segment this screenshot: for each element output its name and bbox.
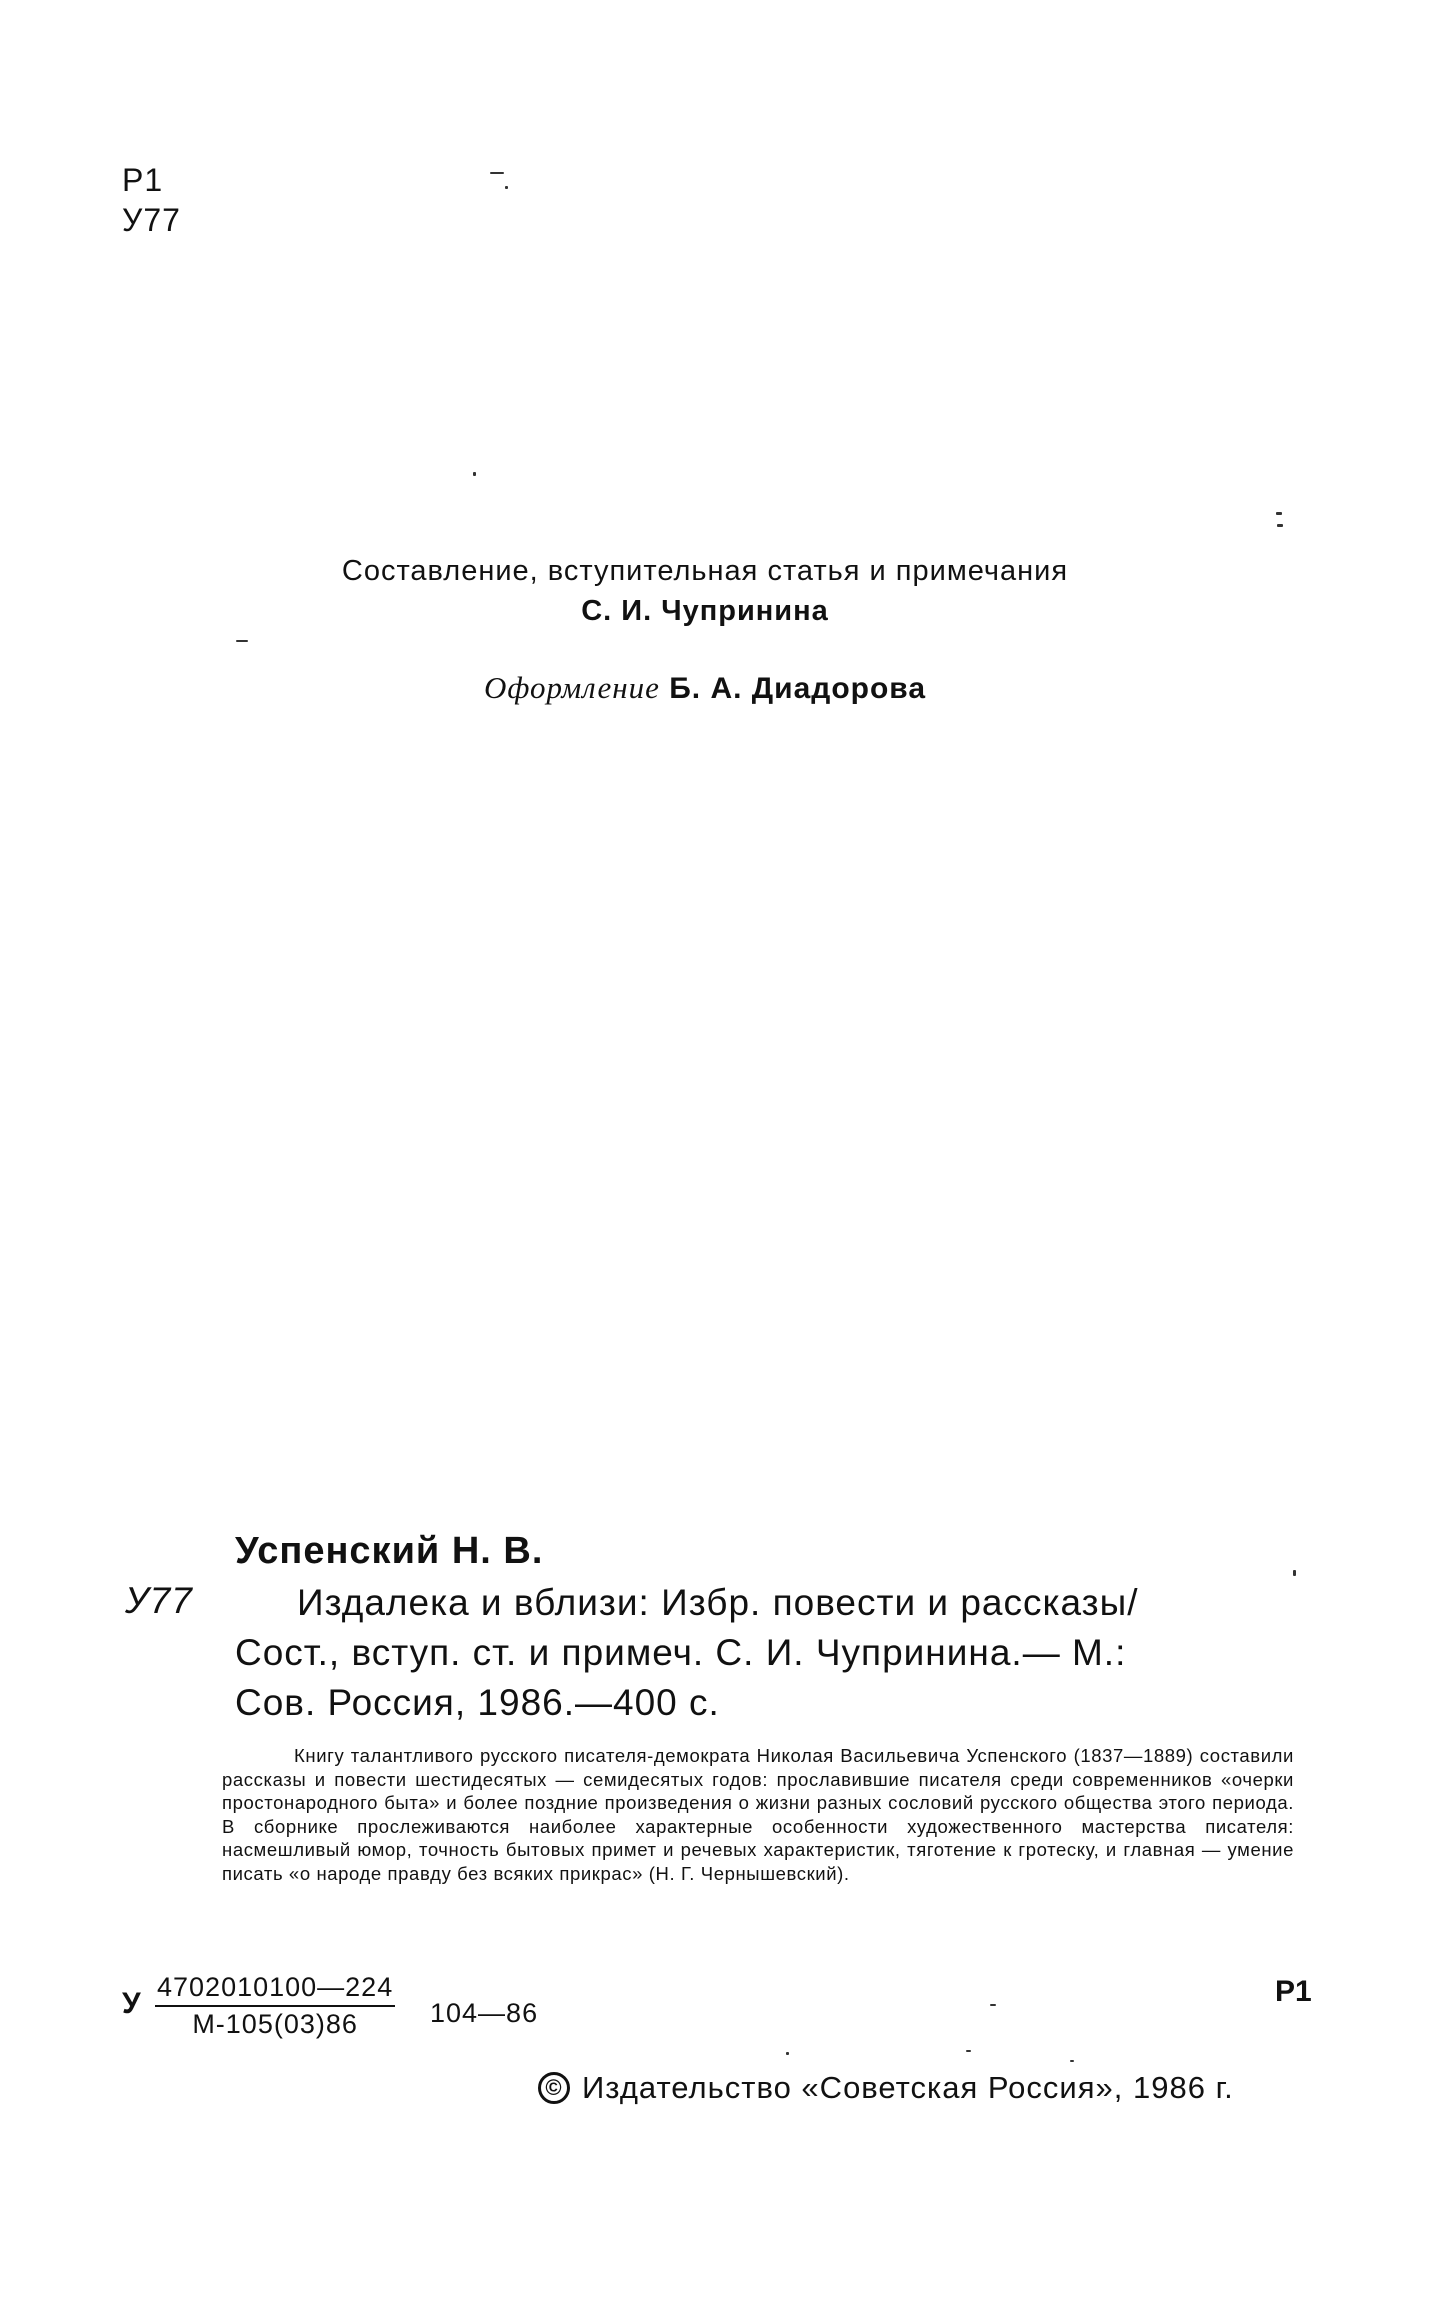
publication-code-suffix: 104—86 <box>430 1998 539 2028</box>
design-credit <box>0 670 1410 706</box>
scan-speck <box>966 2050 971 2052</box>
bib-imprint-line: Сов. Россия, 1986.—400 с. <box>235 1682 720 1723</box>
classification-code-line-1: Р1 <box>122 162 164 198</box>
publication-code-numerator: 4702010100—224 <box>155 1972 395 2007</box>
classification-code-bottom: Р1 <box>1275 1975 1312 2008</box>
scan-speck <box>1293 1570 1296 1576</box>
designer-name: Б. А. Диадорова <box>669 672 927 705</box>
classification-code-line-2: У77 <box>122 202 181 238</box>
scan-speck <box>473 472 476 476</box>
compiler-name: С. И. Чупринина <box>581 595 829 627</box>
scan-speck <box>505 186 508 189</box>
scan-speck <box>990 2004 996 2006</box>
bib-author: Успенский Н. В. <box>235 1530 544 1572</box>
copyright-text: Издательство «Советская Россия», 1986 г. <box>582 2070 1234 2105</box>
bib-title-line: Издалека и вблизи: Избр. повести и рассказы/ <box>297 1582 1139 1623</box>
copyright-symbol: © <box>545 2075 563 2100</box>
scan-speck <box>1276 512 1282 515</box>
bib-details-line: Сост., вступ. ст. и примеч. С. И. Чупринина.— М.: <box>235 1632 1127 1673</box>
scan-speck <box>1277 524 1283 527</box>
scan-speck <box>1070 2060 1074 2062</box>
compilation-credit-role: Составление, вступительная статья и примечания <box>341 555 1069 587</box>
copyright-icon <box>538 2072 570 2104</box>
copyright-line <box>538 2070 1234 2106</box>
publication-code-prefix: У <box>122 1987 141 2020</box>
scan-speck <box>490 172 504 174</box>
design-credit-role: Оформление <box>483 670 660 705</box>
scan-speck <box>236 640 248 642</box>
scan-speck <box>786 2052 789 2055</box>
bib-annotation: Книгу талантливого русского писателя-демократа Николая Васильевича Успенского (1837—1889) составили рассказы и повести шестидесятых — семидесятых годов: прославившие писателя среди современников «очерки простонародного быта» и более поздние произведения о жизни разных сословий русского общества этого периода. В сборнике прослеживаются наиболее характерные особенности художественного мастерства писателя: насмешливый юмор, точность бытовых примет и речевых характеристик, тяготение к гротеску, и главная — умение писать «о народе правду без всяких прикрас» (Н. Г. Чернышевский). <box>222 1745 1294 1884</box>
classification-code <box>122 160 181 240</box>
publication-code-denominator: М-105(03)86 <box>192 2009 358 2039</box>
bib-classification-code: У77 <box>125 1580 193 1621</box>
publication-code-fraction <box>155 1972 395 2040</box>
bib-description <box>235 1578 1315 1728</box>
